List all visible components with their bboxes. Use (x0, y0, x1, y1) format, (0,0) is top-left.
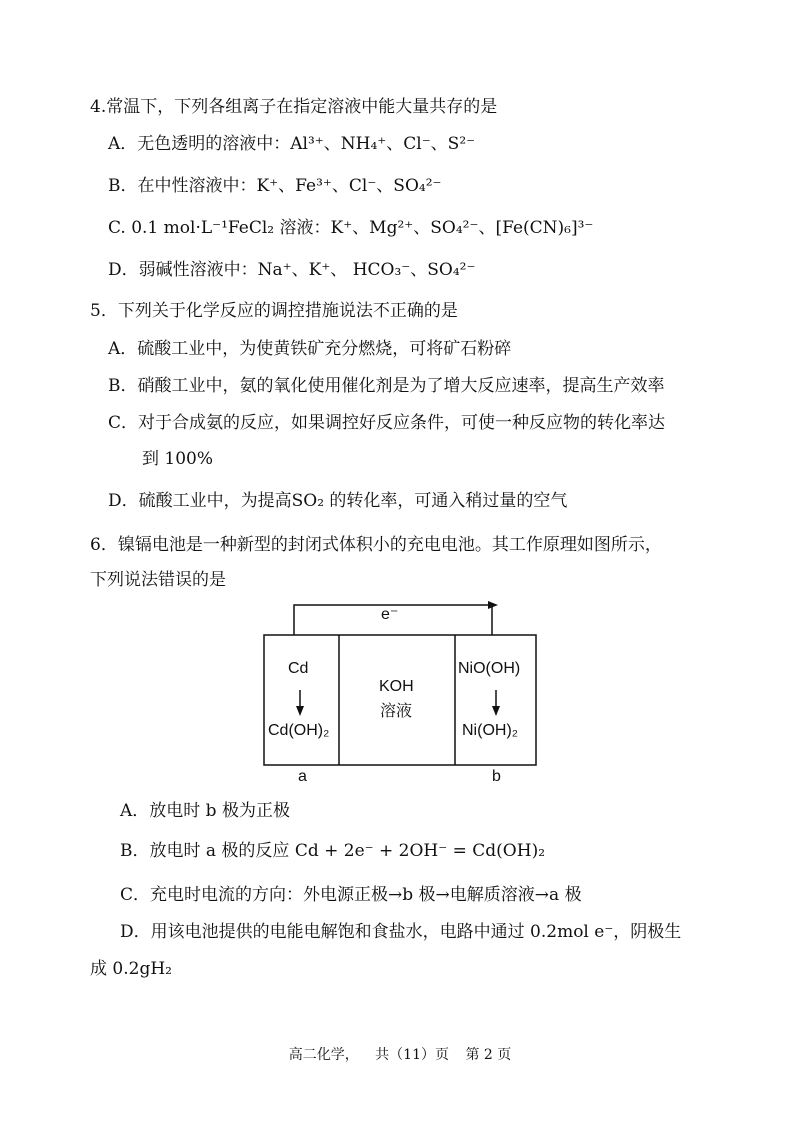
q6-option-c: C．充电时电流的方向：外电源正极→b 极→电解质溶液→a 极 (120, 885, 582, 905)
page-footer (0, 1044, 800, 1064)
q6-option-a: A．放电时 b 极为正极 (120, 801, 290, 821)
q5-option-a: A．硫酸工业中，为使黄铁矿充分燃烧，可将矿石粉碎 (108, 339, 512, 359)
anode-reactant: Cd (288, 660, 309, 677)
q6-option-d-line1: D．用该电池提供的电能电解饱和食盐水，电路中通过 0.2mol e⁻，阴极生 (120, 922, 682, 942)
q6-stem-line2: 下列说法错误的是 (90, 570, 226, 590)
electrolyte-solution: 溶液 (380, 703, 413, 720)
q4-stem: 4.常温下，下列各组离子在指定溶液中能大量共存的是 (90, 97, 498, 117)
footer-page-number: 第 2 页 (465, 1047, 512, 1063)
q5-stem: 5．下列关于化学反应的调控措施说法不正确的是 (90, 301, 458, 321)
q5-option-c-line2: 到 100% (142, 449, 214, 469)
q5-option-d: D．硫酸工业中，为提高SO₂ 的转化率，可通入稍过量的空气 (108, 491, 568, 511)
q6-option-d-line2: 成 0.2gH₂ (90, 959, 172, 979)
anode-product: Cd(OH)₂ (268, 722, 330, 739)
electrolyte-name: KOH (379, 678, 414, 695)
q5-option-c-line1: C．对于合成氨的反应，如果调控好反应条件，可使一种反应物的转化率达 (108, 413, 666, 433)
electrode-b-label: b (492, 768, 501, 785)
q4-option-c: C. 0.1 mol·L⁻¹FeCl₂ 溶液：K⁺、Mg²⁺、SO₄²⁻、[Fe(CN)₆]³⁻ (108, 218, 594, 238)
cathode-reactant: NiO(OH) (458, 660, 521, 677)
q4-option-d: D．弱碱性溶液中：Na⁺、K⁺、 HCO₃⁻、SO₄²⁻ (108, 260, 476, 280)
q6-stem-line1: 6．镍镉电池是一种新型的封闭式体积小的充电电池。其工作原理如图所示， (90, 535, 662, 555)
q4-option-b: B．在中性溶液中：K⁺、Fe³⁺、Cl⁻、SO₄²⁻ (108, 176, 442, 196)
footer-total-pages: 共（11）页 (375, 1047, 449, 1063)
q5-option-b: B．硝酸工业中，氨的氧化使用催化剂是为了增大反应速率，提高生产效率 (108, 376, 665, 396)
cathode-product: Ni(OH)₂ (462, 722, 518, 739)
footer-subject: 高二化学， (288, 1047, 359, 1063)
q4-option-a: A．无色透明的溶液中：Al³⁺、NH₄⁺、Cl⁻、S²⁻ (108, 134, 476, 154)
electrode-a-label: a (298, 768, 307, 785)
battery-diagram (262, 600, 540, 785)
q6-option-b: B．放电时 a 极的反应 Cd + 2e⁻ + 2OH⁻ = Cd(OH)₂ (120, 841, 546, 861)
electron-label: e⁻ (381, 606, 399, 623)
